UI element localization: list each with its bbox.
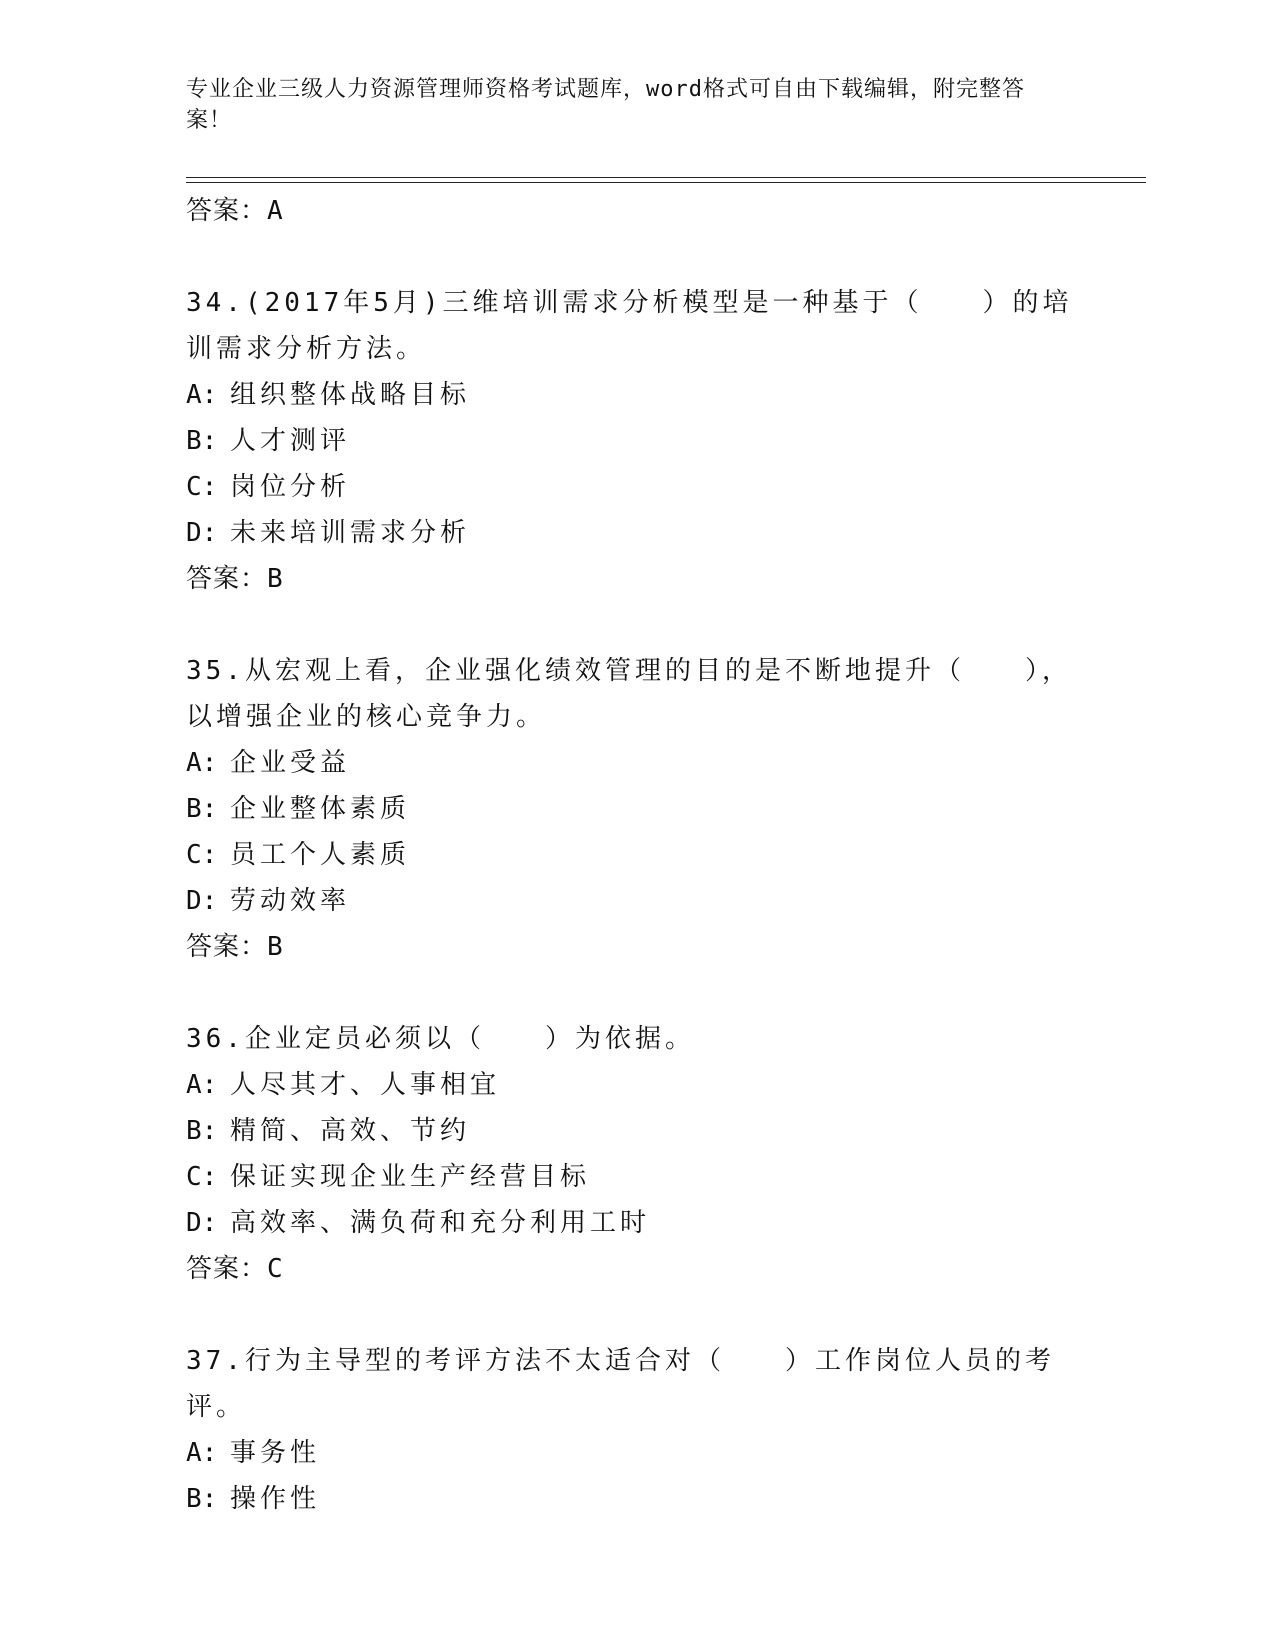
question-text: 35.从宏观上看，企业强化绩效管理的目的是不断地提升（ ），以增强企业的核心竞争力。 <box>186 656 1072 732</box>
option-letter: D: <box>186 1208 218 1238</box>
option-text: 操作性 <box>230 1484 321 1514</box>
header-divider-bottom <box>186 182 1146 183</box>
answer-line: 答案：B <box>186 932 284 962</box>
question-text: 37.行为主导型的考评方法不太适合对（ ）工作岗位人员的考评。 <box>186 1346 1055 1422</box>
option-c <box>186 832 1086 878</box>
question-list <box>186 188 1086 1522</box>
option-text: 企业整体素质 <box>230 794 411 824</box>
option-text: 保证实现企业生产经营目标 <box>230 1162 591 1192</box>
option-a <box>186 740 1086 786</box>
question-text: 36.企业定员必须以（ ）为依据。 <box>186 1024 695 1054</box>
option-letter: D: <box>186 518 218 548</box>
answer-line: 答案：C <box>186 1254 284 1284</box>
option-a <box>186 372 1086 418</box>
option-b <box>186 1476 1086 1522</box>
option-text: 组织整体战略目标 <box>230 380 471 410</box>
option-letter: C: <box>186 472 218 502</box>
option-d <box>186 878 1086 924</box>
header-divider-top <box>186 177 1146 178</box>
option-letter: C: <box>186 840 218 870</box>
question-item <box>186 280 1086 602</box>
answer-line: 答案：B <box>186 564 284 594</box>
option-d <box>186 1200 1086 1246</box>
question-item <box>186 648 1086 970</box>
option-a <box>186 1062 1086 1108</box>
option-text: 员工个人素质 <box>230 840 411 870</box>
option-letter: B: <box>186 1116 218 1146</box>
document-header: 专业企业三级人力资源管理师资格考试题库，word格式可自由下载编辑，附完整答案！ <box>186 77 1025 133</box>
option-b <box>186 1108 1086 1154</box>
option-letter: D: <box>186 886 218 916</box>
answer-line: 答案：A <box>186 196 284 226</box>
option-letter: A: <box>186 748 218 778</box>
option-b <box>186 786 1086 832</box>
question-item <box>186 1016 1086 1292</box>
option-letter: B: <box>186 1484 218 1514</box>
question-item <box>186 1338 1086 1522</box>
option-text: 人才测评 <box>230 426 351 456</box>
option-b <box>186 418 1086 464</box>
option-text: 企业受益 <box>230 748 351 778</box>
option-text: 岗位分析 <box>230 472 351 502</box>
option-letter: B: <box>186 426 218 456</box>
option-d <box>186 510 1086 556</box>
option-letter: B: <box>186 794 218 824</box>
option-text: 劳动效率 <box>230 886 351 916</box>
option-a <box>186 1430 1086 1476</box>
option-text: 人尽其才、人事相宜 <box>230 1070 501 1100</box>
question-text: 34.(2017年5月)三维培训需求分析模型是一种基于（ ）的培训需求分析方法。 <box>186 288 1073 364</box>
option-letter: A: <box>186 1438 218 1468</box>
option-text: 精简、高效、节约 <box>230 1116 471 1146</box>
option-c <box>186 464 1086 510</box>
option-text: 未来培训需求分析 <box>230 518 471 548</box>
option-letter: A: <box>186 1070 218 1100</box>
option-letter: C: <box>186 1162 218 1192</box>
option-c <box>186 1154 1086 1200</box>
option-text: 高效率、满负荷和充分利用工时 <box>230 1208 651 1238</box>
option-text: 事务性 <box>230 1438 321 1468</box>
option-letter: A: <box>186 380 218 410</box>
